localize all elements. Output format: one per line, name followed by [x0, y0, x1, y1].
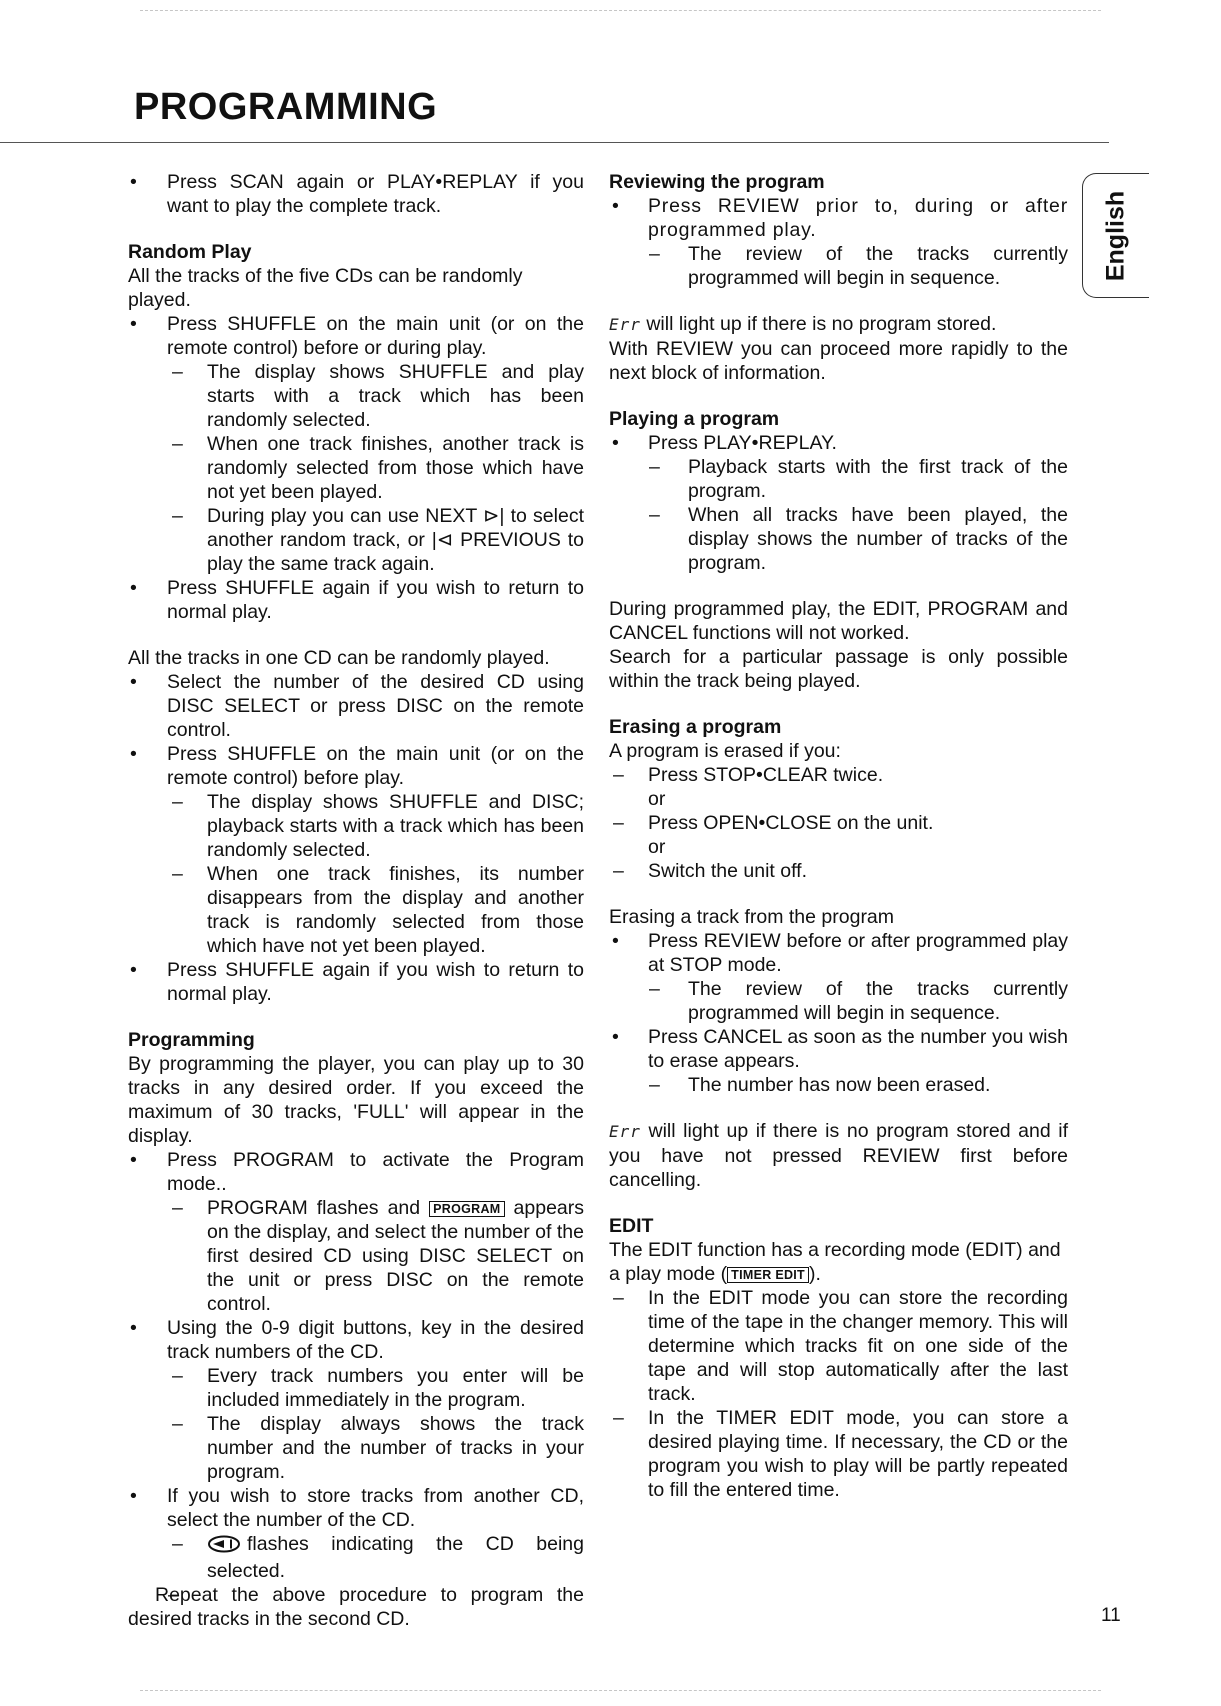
programming-bullet-1: • Press PROGRAM to activate the Program mode.. [128, 1148, 584, 1196]
err-note-2 [609, 1119, 1068, 1192]
random-dash-1: – The display shows SHUFFLE and play starts with a track which has been randomly selected. [128, 360, 584, 432]
edit-dash-2: – In the TIMER EDIT mode, you can store a desired playing time. If necessary, the CD or the program you wish to play will be partly repeated to fill the entered time. [609, 1406, 1068, 1502]
page-title: PROGRAMMING [134, 86, 438, 128]
erasing-or-2: or [648, 836, 666, 858]
random-bullet-2: • Press SHUFFLE again if you wish to return to normal play. [128, 576, 584, 624]
program-display-badge: PROGRAM [429, 1201, 504, 1217]
edit-intro-text: The EDIT function has a recording mode (EDIT) and a play mode ( [609, 1239, 1061, 1285]
playing-bullet-1: • Press PLAY•REPLAY. [609, 431, 1068, 455]
err-note-1-text: will light up if there is no program stored. [646, 313, 997, 335]
err-display-code-2: Err [609, 1122, 641, 1141]
edit-intro [609, 1238, 1068, 1286]
reviewing-bullet-1: • Press REVIEW prior to, during or after programmed play. [609, 194, 1068, 242]
random-dash-2: – When one track finishes, another track is randomly selected from those which have not yet been played. [128, 432, 584, 504]
erasing-intro: A program is erased if you: [609, 740, 841, 762]
random-bullet-1: • Press SHUFFLE on the main unit (or on the remote control) before or during play. [128, 312, 584, 360]
during-programmed-play: During programmed play, the EDIT, PROGRAM and CANCEL functions will not worked. [609, 598, 1068, 644]
language-label: English [1101, 190, 1130, 281]
reviewing-dash-1: – The review of the tracks currently programmed will begin in sequence. [609, 242, 1068, 290]
cd-disc-icon [207, 1535, 241, 1559]
programming-dash-1 [128, 1196, 584, 1316]
one-cd-intro: All the tracks in one CD can be randomly played. [128, 647, 550, 669]
search-passage-note: Search for a particular passage is only possible within the track being played. [609, 646, 1068, 692]
one-cd-bullet-2: • Press SHUFFLE on the main unit (or on the remote control) before play. [128, 742, 584, 790]
playing-dash-1: – Playback starts with the first track of the program. [609, 455, 1068, 503]
program-flashes-text: PROGRAM flashes and [207, 1197, 421, 1219]
err-display-code: Err [609, 315, 641, 334]
timer-edit-badge: TIMER EDIT [727, 1267, 809, 1283]
erasing-track-bullet-1: • Press REVIEW before or after programmed play at STOP mode. [609, 929, 1068, 977]
programming-dash-2: – Every track numbers you enter will be included immediately in the program. [128, 1364, 584, 1412]
erasing-track-bullet-2: • Press CANCEL as soon as the number you wish to erase appears. [609, 1025, 1068, 1073]
one-cd-bullet-1: • Select the number of the desired CD using DISC SELECT or press DISC on the remote control. [128, 670, 584, 742]
random-play-intro: All the tracks of the five CDs can be randomly played. [128, 265, 523, 311]
erasing-track-dash-1: – The review of the tracks currently programmed will begin in sequence. [609, 977, 1068, 1025]
language-tab [1082, 173, 1149, 298]
err-note-2-text: will light up if there is no program stored and if you have not pressed REVIEW first before cancelling. [609, 1120, 1068, 1191]
programming-heading: Programming [128, 1029, 255, 1051]
erasing-or-1: or [648, 788, 666, 810]
repeat-procedure-text: Repeat the above procedure to program the desired tracks in the second CD. [128, 1584, 584, 1630]
one-cd-dash-1: – The display shows SHUFFLE and DISC; playback starts with a track which has been randomly selected. [128, 790, 584, 862]
scan-artifact-bottom [140, 1690, 1101, 1693]
playing-heading: Playing a program [609, 408, 780, 430]
right-column [609, 170, 1068, 1502]
title-rule [0, 142, 1109, 143]
programming-dash-3: – The display always shows the track number and the number of tracks in your program. [128, 1412, 584, 1484]
reviewing-heading: Reviewing the program [609, 171, 825, 193]
programming-dash-5 [128, 1583, 584, 1631]
erasing-track-dash-2: – The number has now been erased. [609, 1073, 1068, 1097]
playing-dash-2: – When all tracks have been played, the display shows the number of tracks of the program. [609, 503, 1068, 575]
err-note-1 [609, 312, 1068, 337]
erasing-track-intro: Erasing a track from the program [609, 906, 895, 928]
erasing-dash-2: – Press OPEN•CLOSE on the unit. [609, 811, 1068, 835]
erasing-dash-1: – Press STOP•CLEAR twice. [609, 763, 1068, 787]
edit-intro-end: ). [809, 1263, 821, 1285]
erasing-dash-3: – Switch the unit off. [609, 859, 1068, 883]
edit-dash-1: – In the EDIT mode you can store the recording time of the tape in the changer memory. This will determine which tracks fit on one side of the tape and will stop automatically after the last track. [609, 1286, 1068, 1406]
random-dash-3: – During play you can use NEXT ⊳| to select another random track, or |⊲ PREVIOUS to play the same track again. [128, 504, 584, 576]
random-play-heading: Random Play [128, 241, 252, 263]
programming-intro: By programming the player, you can play up to 30 tracks in any desired order. If you exceed the maximum of 30 tracks, 'FULL' will appear in the display. [128, 1053, 584, 1147]
programming-bullet-3: • If you wish to store tracks from another CD, select the number of the CD. [128, 1484, 584, 1532]
programming-dash-4 [128, 1532, 584, 1583]
programming-bullet-2: • Using the 0-9 digit buttons, key in the desired track numbers of the CD. [128, 1316, 584, 1364]
one-cd-dash-2: – When one track finishes, its number disappears from the display and another track is randomly selected from those which have not yet been played. [128, 862, 584, 958]
erasing-heading: Erasing a program [609, 716, 782, 738]
scan-bullet: • Press SCAN again or PLAY•REPLAY if you want to play the complete track. [128, 170, 584, 218]
reviewing-paragraph-2: With REVIEW you can proceed more rapidly to the next block of information. [609, 338, 1068, 384]
one-cd-bullet-3: • Press SHUFFLE again if you wish to return to normal play. [128, 958, 584, 1006]
program-appears-text: appears on the display, and select the number of the first desired CD using DISC SELECT on the unit or press DISC on the remote control. [207, 1197, 584, 1315]
edit-heading: EDIT [609, 1215, 654, 1237]
page-number: 11 [1101, 1605, 1121, 1626]
left-column [128, 170, 584, 1631]
scan-artifact-top [140, 10, 1101, 13]
cd-flashes-text: flashes indicating the CD being selected. [207, 1533, 584, 1582]
